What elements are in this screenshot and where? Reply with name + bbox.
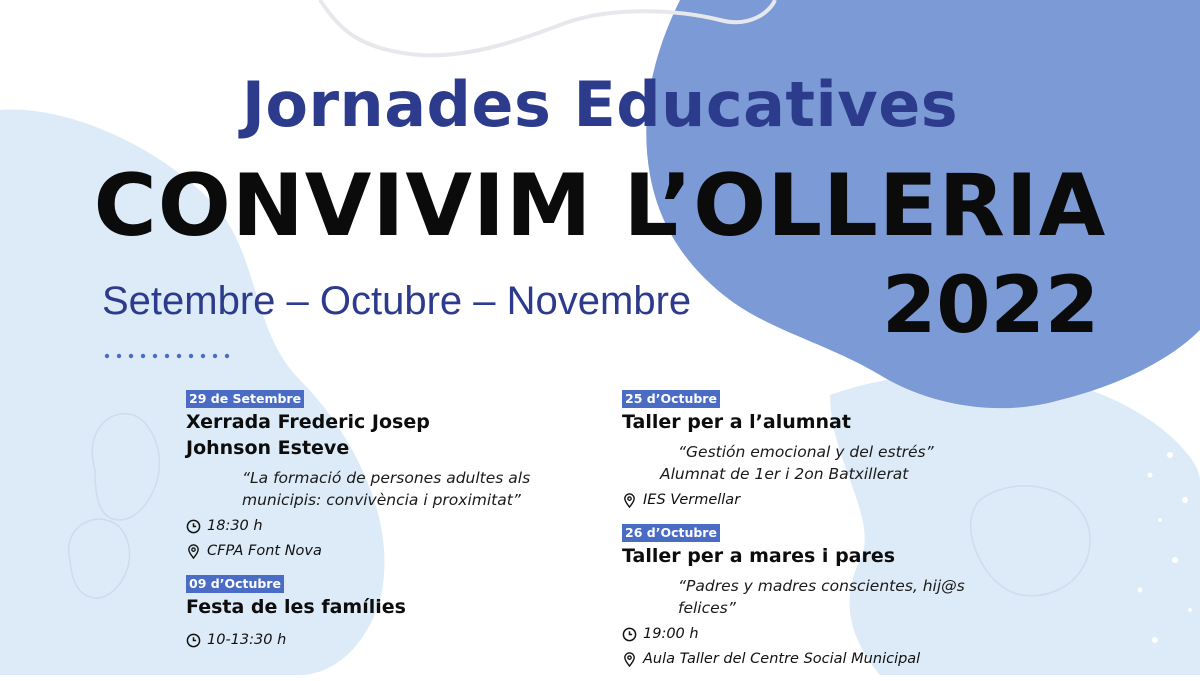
event-taller-alumnat xyxy=(622,388,1042,510)
event-audience: Alumnat de 1er i 2on Batxillerat xyxy=(660,465,909,483)
event-location-text: Aula Taller del Centre Social Municipal xyxy=(643,651,921,667)
event-time-text: 18:30 h xyxy=(207,518,263,534)
event-title: Xerrada Frederic Josep Johnson Esteve xyxy=(186,411,430,459)
event-location-text: CFPA Font Nova xyxy=(207,543,322,559)
event-location xyxy=(186,541,606,561)
dotted-divider xyxy=(104,351,234,361)
date-badge: 25 d’Octubre xyxy=(622,390,720,408)
event-time xyxy=(622,624,1042,644)
location-pin-icon xyxy=(622,493,637,508)
event-title: Taller per a l’alumnat xyxy=(622,411,851,433)
event-time-text: 10-13:30 h xyxy=(207,632,287,648)
event-title: Festa de les famílies xyxy=(186,596,406,618)
title-jornades: Jornades Educatives xyxy=(241,68,959,141)
year-label: 2022 xyxy=(882,261,1100,351)
months-subtitle: Setembre – Octubre – Novembre xyxy=(102,279,692,323)
event-quote: “Padres y madres conscientes, hij@s felices” xyxy=(678,577,965,617)
events-column-right xyxy=(622,388,1042,681)
clock-icon xyxy=(622,627,637,642)
events-column-left xyxy=(186,388,606,662)
event-title: Taller per a mares i pares xyxy=(622,545,896,567)
event-location-text: IES Vermellar xyxy=(643,492,741,508)
event-location xyxy=(622,649,1042,669)
event-festa-families xyxy=(186,573,606,650)
date-badge: 09 d’Octubre xyxy=(186,575,284,593)
event-taller-mares-pares xyxy=(622,522,1042,669)
event-time xyxy=(186,516,606,536)
clock-icon xyxy=(186,519,201,534)
date-badge: 29 de Setembre xyxy=(186,390,304,408)
event-frederic-johnson xyxy=(186,388,606,561)
location-pin-icon xyxy=(186,544,201,559)
event-location xyxy=(622,490,1042,510)
event-time-text: 19:00 h xyxy=(643,626,699,642)
event-time xyxy=(186,630,606,650)
clock-icon xyxy=(186,633,201,648)
location-pin-icon xyxy=(622,652,637,667)
date-badge: 26 d’Octubre xyxy=(622,524,720,542)
title-convivim: CONVIVIM L’OLLERIA xyxy=(93,156,1107,256)
event-quote: “Gestión emocional y del estrés” xyxy=(678,443,934,461)
event-quote: “La formació de persones adultes als municipis: convivència i proximitat” xyxy=(242,469,531,509)
